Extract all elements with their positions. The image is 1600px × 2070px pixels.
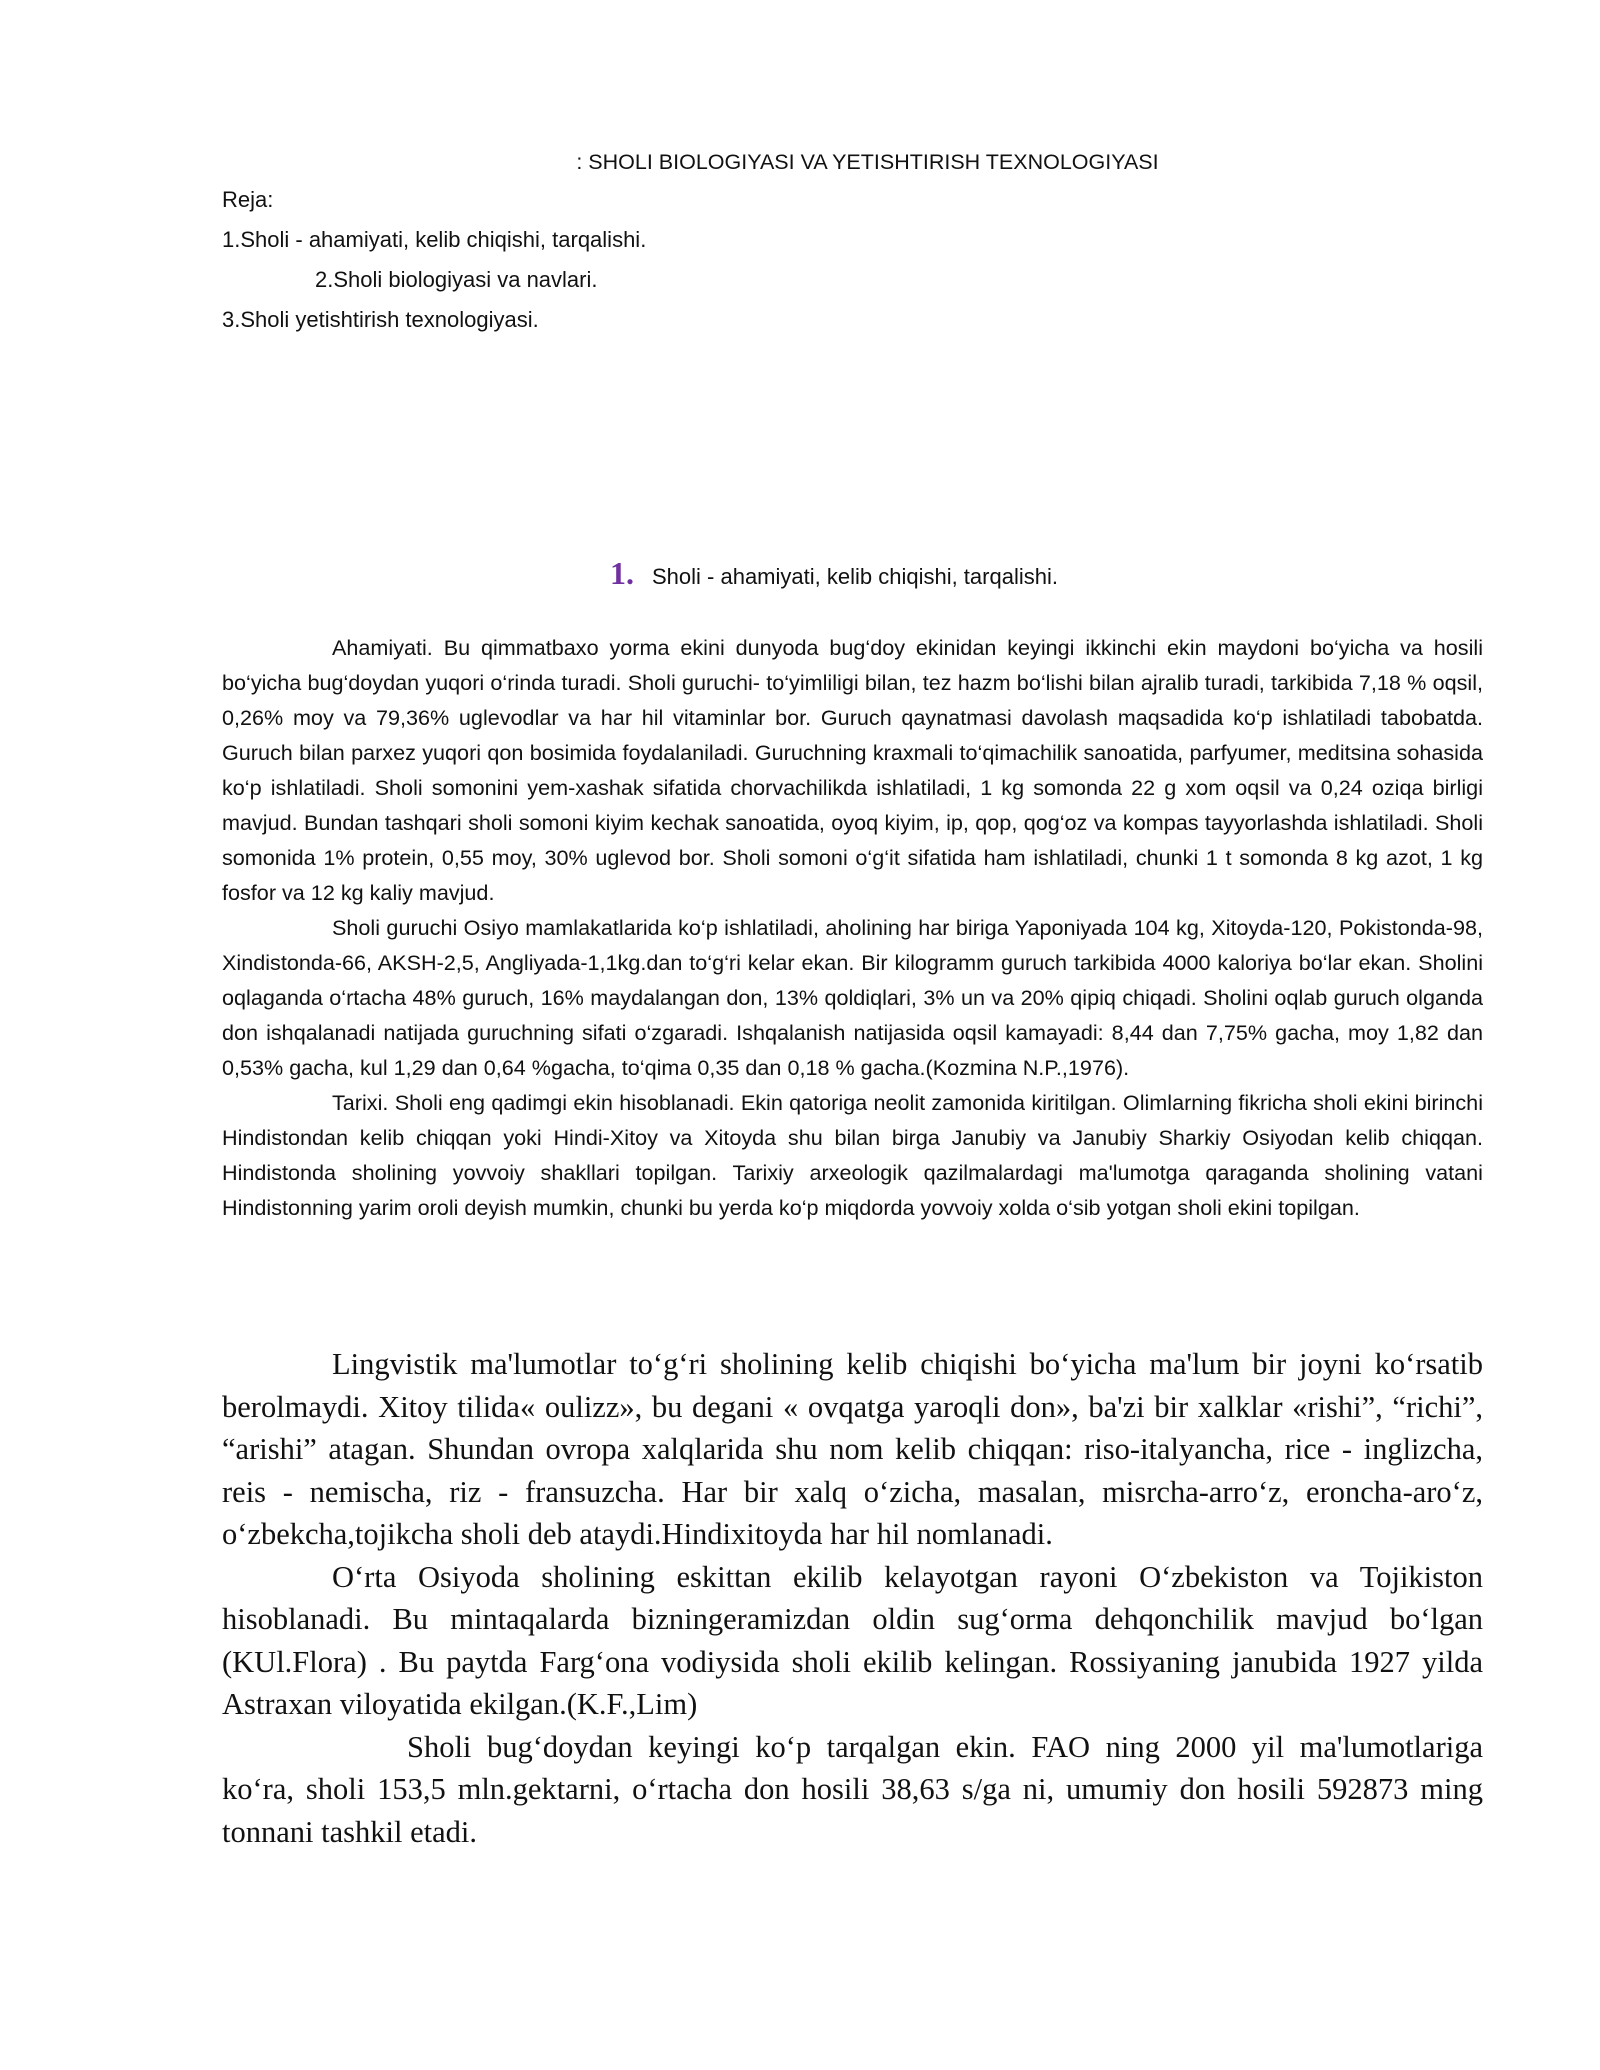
- plan-item-1: 1.Sholi - ahamiyati, kelib chiqishi, tarqalishi.: [222, 227, 647, 252]
- plan-item-3: 3.Sholi yetishtirish texnologiyasi.: [222, 307, 539, 332]
- plan-label: Reja:: [222, 187, 274, 212]
- section-title: Sholi - ahamiyati, kelib chiqishi, tarqalishi.: [652, 564, 1058, 589]
- paragraph-fao: Sholi bug‘doydan keyingi ko‘p tarqalgan ekin. FAO ning 2000 yil ma'lumotlariga ko‘ra, sholi 153,5 mln.gektarni, o‘rtacha don hosili 38,63 s/ga ni, umumiy don hosili 592873 ming tonnani tashkil etadi.: [222, 1729, 1483, 1849]
- section-heading: [610, 555, 1058, 592]
- paragraph-linguistic: Lingvistik ma'lumotlar to‘g‘ri sholining kelib chiqishi bo‘yicha ma'lum bir joyni ko‘rsatib berolmaydi. Xitoy tilida« oulizz», bu degani « ovqatga yaroqli don», ba'zi bir xalklar «rishi”, “richi”, “arishi” atagan. Shundan ovropa xalqlarida shu nom kelib chiqqan: riso-italyancha, rice - inglizcha, reis - nemischa, riz - fransuzcha. Har bir xalq o‘zicha, masalan, misrcha-arro‘z, eroncha-aro‘z, o‘zbekcha,tojikcha sholi deb ataydi.Hindixitoyda har hil nomlanadi.: [222, 1347, 1483, 1551]
- paragraph-central-asia: O‘rta Osiyoda sholining eskittan ekilib kelayotgan rayoni O‘zbekiston va Tojikiston hisoblanadi. Bu mintaqalarda bizningeramizdan oldin sug‘orma dehqonchilik mavjud bo‘lgan (KUl.Flora) . Bu paytda Farg‘ona vodiysida sholi ekilib kelingan. Rossiyaning janubida 1927 yilda Astraxan viloyatida ekilgan.(K.F.,Lim): [222, 1559, 1483, 1721]
- paragraph-consumption: Sholi guruchi Osiyo mamlakatlarida ko‘p ishlatiladi, aholining har biriga Yaponiyada 104 kg, Xitoyda-120, Pokistonda-98, Xindistonda-66, AKSH-2,5, Angliyada-1,1kg.dan to‘g‘ri kelar ekan. Bir kilogramm guruch tarkibida 4000 kaloriya bo‘lar ekan. Sholini oqlaganda o‘rtacha 48% guruch, 16% maydalangan don, 13% qoldiqlari, 3% un va 20% qipiq chiqadi. Sholini oqlab guruch olganda don ishqalanadi natijada guruchning sifati o‘zgaradi. Ishqalanish natijasida oqsil kamayadi: 8,44 dan 7,75% gacha, moy 1,82 dan 0,53% gacha, kul 1,29 dan 0,64 %gacha, to‘qima 0,35 dan 0,18 % gacha.(Kozmina N.P.,1976).: [222, 915, 1483, 1080]
- body-sans-block: [222, 630, 1483, 1225]
- section-number: 1.: [610, 555, 634, 591]
- plan-item-2: 2.Sholi biologiyasi va navlari.: [315, 267, 598, 292]
- document-title: : SHOLI BIOLOGIYASI VA YETISHTIRISH TEXNOLOGIYASI: [576, 150, 1159, 174]
- paragraph-history: Tarixi. Sholi eng qadimgi ekin hisoblanadi. Ekin qatoriga neolit zamonida kiritilgan. Olimlarning fikricha sholi ekini birinchi Hindistondan kelib chiqqan yoki Hindi-Xitoy va Xitoyda shu bilan birga Janubiy va Janubiy Sharkiy Osiyodan kelib chiqqan. Hindistonda sholining yovvoiy shakllari topilgan. Tarixiy arxeologik qazilmalardagi ma'lumotga qaraganda sholining vatani Hindistonning yarim oroli deyish mumkin, chunki bu yerda ko‘p miqdorda yovvoiy xolda o‘sib yotgan sholi ekini topilgan.: [222, 1090, 1483, 1220]
- body-serif-block: [222, 1343, 1483, 1853]
- paragraph-importance: Ahamiyati. Bu qimmatbaxo yorma ekini dunyoda bug‘doy ekinidan keyingi ikkinchi ekin maydoni bo‘yicha va hosili bo‘yicha bug‘doydan yuqori o‘rinda turadi. Sholi guruchi- to‘yimliligi bilan, tez hazm bo‘lishi bilan ajralib turadi, tarkibida 7,18 % oqsil, 0,26% moy va 79,36% uglevodlar va har hil vitaminlar bor. Guruch qaynatmasi davolash maqsadida ko‘p ishlatiladi tabobatda. Guruch bilan parxez yuqori qon bosimida foydalaniladi. Guruchning kraxmali to‘qimachilik sanoatida, parfyumer, meditsina sohasida ko‘p ishlatiladi. Sholi somonini yem-xashak sifatida chorvachilikda ishlatiladi, 1 kg somonda 22 g xom oqsil va 0,24 oziqa birligi mavjud. Bundan tashqari sholi somoni kiyim kechak sanoatida, oyoq kiyim, ip, qop, qog‘oz va kompas tayyorlashda ishlatiladi. Sholi somonida 1% protein, 0,55 moy, 30% uglevod bor. Sholi somoni o‘g‘it sifatida ham ishlatiladi, chunki 1 t somonda 8 kg azot, 1 kg fosfor va 12 kg kaliy mavjud.: [222, 635, 1483, 905]
